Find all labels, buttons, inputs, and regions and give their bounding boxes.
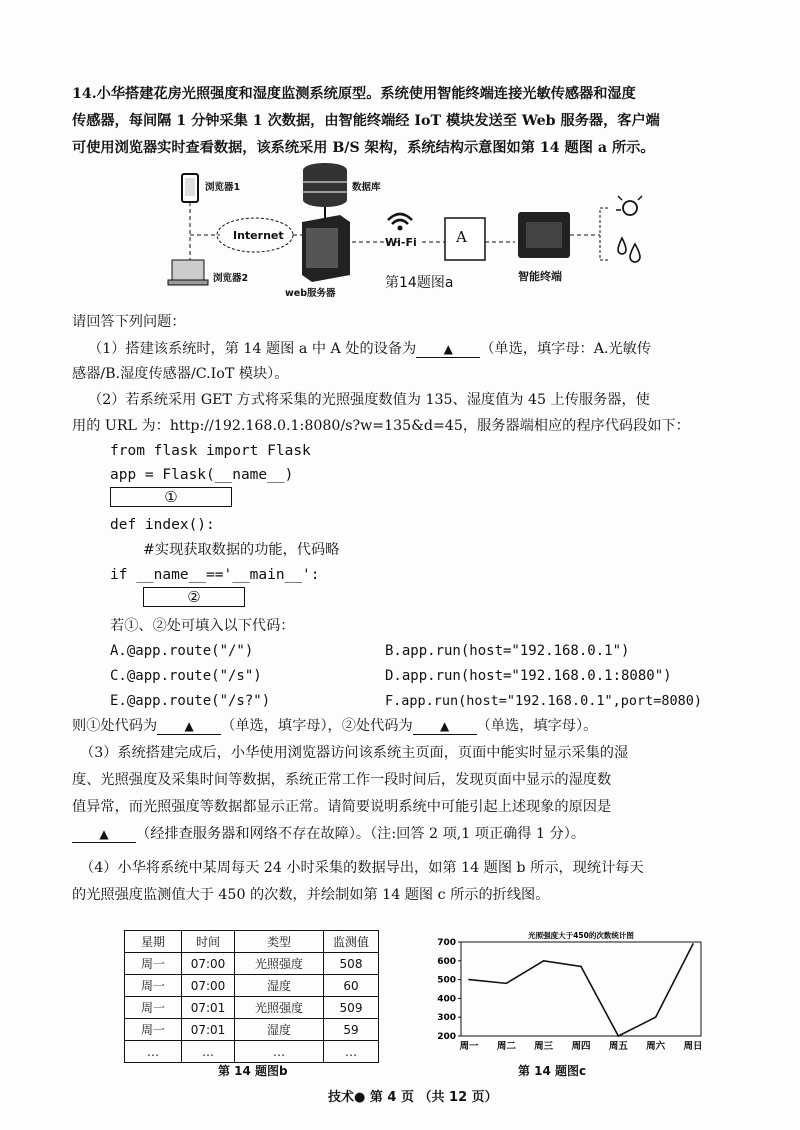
table-cell: 59: [324, 1019, 379, 1041]
option-e: E.@app.route("/s?"): [110, 693, 271, 709]
fill-text-c: （单选，填字母）。: [476, 718, 598, 734]
code-line-4: #实现获取数据的功能，代码略: [143, 542, 340, 558]
data-point: [506, 983, 508, 985]
q2-line-1: （2）若系统采用 GET 方式将采集的光照强度数值为 135、湿度值为 45 上传服务器，使: [88, 392, 650, 408]
q1-line-2: 感器/B.湿度传感器/C.IoT 模块）。: [72, 366, 289, 382]
table-cell: 509: [324, 997, 379, 1019]
fill-blank-1[interactable]: [157, 718, 221, 735]
table-cell: 光照强度: [235, 953, 324, 975]
fill-text-b: （单选，填字母），②处代码为: [221, 718, 413, 734]
database-label: 数据库: [352, 182, 381, 193]
fill-line: [72, 716, 597, 736]
x-tick-label: 周五: [608, 1041, 628, 1052]
table-cell: …: [125, 1041, 182, 1063]
code-line-5: if __name__=='__main__':: [110, 567, 320, 583]
desktop-icon: [168, 260, 208, 285]
option-b: B.app.run(host="192.168.0.1"): [385, 643, 630, 659]
table-cell: …: [324, 1041, 379, 1063]
figure-b-caption: 第 14 题图b: [218, 1064, 288, 1078]
fill-text-a: 则①处代码为: [72, 718, 158, 734]
table-cell: 07:00: [182, 953, 235, 975]
table-cell: 508: [324, 953, 379, 975]
browser1-label: 浏览器1: [205, 182, 241, 193]
terminal-label: 智能终端: [518, 270, 562, 283]
code-box-1[interactable]: ①: [110, 487, 232, 507]
intro-line-3: 可使用浏览器实时查看数据，该系统采用 B/S 架构，系统结构示意图如第 14 题图 a 所示。: [72, 140, 655, 156]
table-row: [125, 997, 379, 1019]
col-header: 监测值: [324, 931, 379, 953]
col-header: 时间: [182, 931, 235, 953]
table-cell: 周一: [125, 975, 182, 997]
x-tick-label: 周六: [646, 1041, 666, 1052]
q3-blank[interactable]: [72, 826, 136, 843]
q1-text-a: （1）搭建该系统时，第 14 题图 a 中 A 处的设备为: [88, 341, 417, 357]
x-tick-label: 周二: [496, 1041, 516, 1052]
web-server-label: web服务器: [285, 288, 336, 299]
code-line-2: app = Flask(__name__): [110, 467, 294, 483]
intro-line-2: 传感器，每间隔 1 分钟采集 1 次数据，由智能终端经 IoT 模块发送至 Web 服务器，客户端: [72, 113, 660, 129]
option-a: A.@app.route("/"): [110, 643, 254, 659]
table-cell: 07:01: [182, 1019, 235, 1041]
code-box-2[interactable]: ②: [143, 587, 245, 607]
data-point: [543, 960, 545, 962]
q3-line-2: 度、光照强度及采集时间等数据，系统正常工作一段时间后，发现页面中显示的湿度数: [72, 772, 612, 788]
fill-blank-2-mark: ▲: [440, 719, 450, 733]
data-point: [692, 943, 694, 945]
table-cell: 光照强度: [235, 997, 324, 1019]
table-cell: 周一: [125, 1019, 182, 1041]
intro-line-1: 14.小华搭建花房光照强度和湿度监测系统原型。系统使用智能终端连接光敏传感器和湿度: [72, 86, 636, 102]
table-cell: 周一: [125, 997, 182, 1019]
table-cell: 湿度: [235, 1019, 324, 1041]
wifi-icon: [388, 214, 412, 231]
device-a-label: A: [456, 228, 467, 246]
table-cell: 07:00: [182, 975, 235, 997]
chart-title: 光照强度大于450的次数统计图: [528, 931, 634, 940]
table-cell: 60: [324, 975, 379, 997]
q3-line-4: [72, 824, 585, 844]
q4-line-2: 的光照强度监测值大于 450 的次数，并绘制如第 14 题图 c 所示的折线图。: [72, 887, 550, 903]
table-cell: 周一: [125, 953, 182, 975]
browser2-label: 浏览器2: [213, 273, 249, 284]
server-icon: [302, 215, 350, 282]
table-row: [125, 1019, 379, 1041]
q1-line-1: [88, 339, 651, 359]
y-tick-label: 700: [437, 938, 456, 948]
table-cell: …: [182, 1041, 235, 1063]
x-tick-label: 周日: [683, 1041, 703, 1052]
y-tick-label: 300: [437, 1013, 456, 1024]
y-tick-label: 200: [437, 1032, 456, 1042]
table-row: [125, 1041, 379, 1063]
col-header: 类型: [235, 931, 324, 953]
x-tick-label: 周一: [459, 1041, 479, 1052]
terminal-icon: [518, 212, 570, 258]
option-d: D.app.run(host="192.168.0.1:8080"): [385, 668, 672, 684]
figure-a-caption: 第14题图a: [385, 275, 454, 291]
wifi-label: Wi-Fi: [385, 236, 417, 249]
q3-line-1: （3）系统搭建完成后，小华使用浏览器访问该系统主页面，页面中能实时显示采集的湿: [80, 745, 629, 761]
code-line-1: from flask import Flask: [110, 443, 311, 459]
y-tick-label: 600: [437, 956, 456, 967]
internet-label: Internet: [233, 229, 284, 242]
y-tick-label: 400: [437, 994, 456, 1005]
data-point: [655, 1016, 657, 1018]
q2-line-2: 用的 URL 为：http://192.168.0.1:8080/s?w=135&d=45，服务器端相应的程序代码段如下：: [72, 418, 690, 434]
col-header: 星期: [125, 931, 182, 953]
q4-line-1: （4）小华将系统中某周每天 24 小时采集的数据导出，如第 14 题图 b 所示，现统计每天: [80, 860, 644, 876]
q1-text-b: （单选，填字母：A.光敏传: [480, 341, 652, 357]
q1-blank[interactable]: [416, 341, 480, 358]
q3-line-3: 值异常，而光照强度等数据都显示正常。请简要说明系统中可能引起上述现象的原因是: [72, 799, 612, 815]
phone-icon: [182, 174, 198, 202]
table-row: [125, 975, 379, 997]
plot-frame: [461, 942, 701, 1036]
line-chart: [425, 928, 710, 1058]
q3-text-end: （经排查服务器和网络不存在故障）。（注:回答 2 项,1 项正确得 1 分）。: [136, 826, 586, 842]
data-point: [468, 979, 470, 981]
option-f: F.app.run(host="192.168.0.1",port=8080): [385, 693, 702, 709]
fill-blank-2[interactable]: [413, 718, 477, 735]
light-sensor-icon: [616, 196, 642, 215]
q3-blank-mark: ▲: [99, 827, 109, 841]
page-footer: 技术● 第 4 页 （共 12 页）: [328, 1090, 498, 1105]
data-table: [124, 930, 379, 1063]
fill-blank-1-mark: ▲: [184, 719, 194, 733]
x-tick-label: 周四: [571, 1041, 591, 1052]
data-point: [618, 1035, 620, 1037]
q1-blank-mark: ▲: [443, 342, 453, 356]
options-intro: 若①、②处可填入以下代码：: [110, 618, 295, 634]
table-cell: …: [235, 1041, 324, 1063]
code-line-3: def index():: [110, 517, 215, 533]
humidity-sensor-icon: [618, 238, 640, 262]
data-point: [580, 966, 582, 968]
database-icon: [303, 163, 347, 207]
y-tick-label: 500: [437, 975, 456, 986]
table-row: [125, 953, 379, 975]
series-line: [469, 944, 693, 1036]
prompt: 请回答下列问题：: [72, 314, 186, 330]
table-cell: 湿度: [235, 975, 324, 997]
figure-c-caption: 第 14 题图c: [518, 1064, 587, 1078]
table-header-row: [125, 931, 379, 953]
option-c: C.@app.route("/s"): [110, 668, 262, 684]
x-tick-label: 周三: [534, 1041, 554, 1052]
table-cell: 07:01: [182, 997, 235, 1019]
